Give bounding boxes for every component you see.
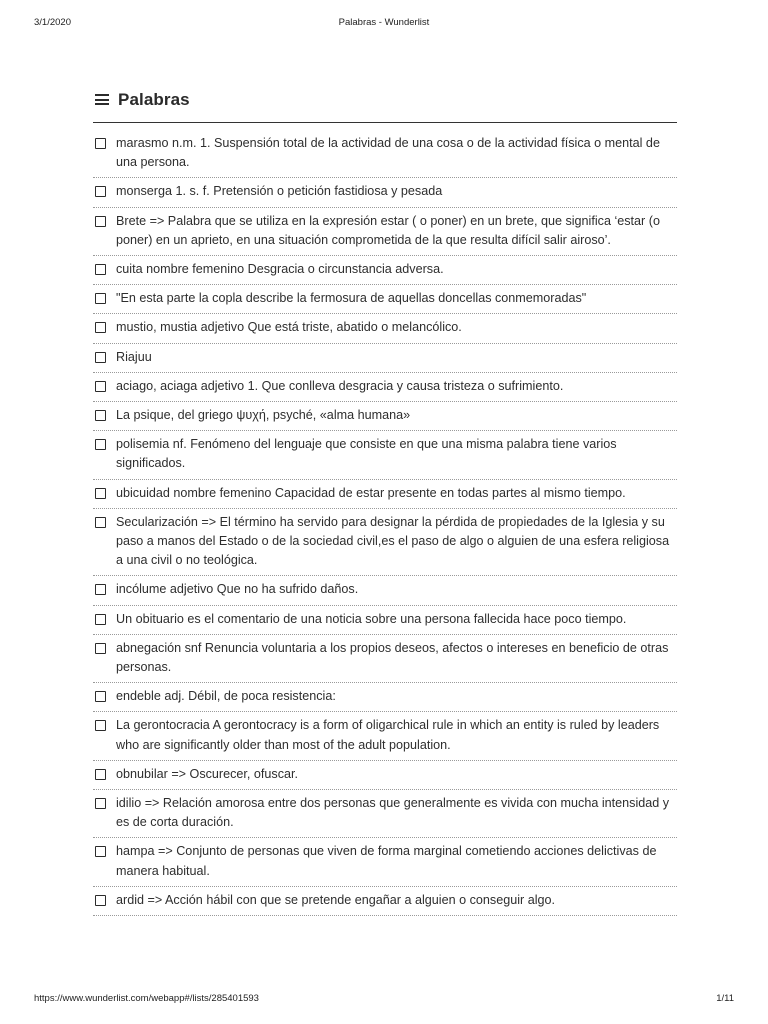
task-item[interactable] — [93, 635, 677, 683]
task-item[interactable] — [93, 576, 677, 605]
task-text: La psique, del griego ψυχή, psyché, «alma humana» — [116, 408, 411, 423]
task-text: La gerontocracia A gerontocracy is a form of oligarchical rule in which an entity is ruled by leaders who are significantly older than most of the adult population. — [116, 718, 660, 752]
print-header — [34, 17, 734, 31]
print-footer — [34, 993, 734, 1007]
task-item[interactable] — [93, 431, 677, 479]
task-text: mustio, mustia adjetivo Que está triste, abatido o melancólico. — [116, 320, 462, 335]
print-url: https://www.wunderlist.com/webapp#/lists/285401593 — [34, 993, 259, 1004]
task-list — [93, 130, 677, 916]
task-text: marasmo n.m. 1. Suspensión total de la actividad de una cosa o de la actividad física o mental de una persona. — [116, 136, 660, 170]
task-text: aciago, aciaga adjetivo 1. Que conlleva desgracia y causa tristeza o sufrimiento. — [116, 378, 564, 393]
task-text: abnegación snf Renuncia voluntaria a los propios deseos, afectos o intereses en beneficio de otras personas. — [116, 640, 669, 675]
checkbox-icon[interactable] — [95, 895, 106, 906]
checkbox-icon[interactable] — [95, 769, 106, 780]
task-text: cuita nombre femenino Desgracia o circunstancia adversa. — [116, 262, 444, 277]
task-text: idilio => Relación amorosa entre dos personas que generalmente es vivida con mucha intensidad y es de corta duración. — [116, 796, 670, 830]
checkbox-icon[interactable] — [95, 322, 106, 333]
task-item[interactable] — [93, 712, 677, 760]
list-header — [93, 88, 677, 123]
checkbox-icon[interactable] — [95, 216, 106, 227]
task-text: hampa => Conjunto de personas que viven de forma marginal cometiendo acciones delictivas de manera habitual. — [116, 844, 657, 878]
list-title: Palabras — [118, 90, 190, 109]
checkbox-icon[interactable] — [95, 584, 106, 595]
print-page-number: 1/11 — [716, 993, 734, 1004]
checkbox-icon[interactable] — [95, 614, 106, 625]
task-item[interactable] — [93, 285, 677, 314]
task-item[interactable] — [93, 208, 677, 256]
task-item[interactable] — [93, 838, 677, 886]
task-item[interactable] — [93, 130, 677, 178]
checkbox-icon[interactable] — [95, 720, 106, 731]
checkbox-icon[interactable] — [95, 138, 106, 149]
task-text: Brete => Palabra que se utiliza en la expresión estar ( o poner) en un brete, que significa ‘estar (o poner) en un aprieto, en una situación comprometida de la que resulta difícil salir airoso’. — [116, 213, 660, 247]
checkbox-icon[interactable] — [95, 381, 106, 392]
task-item[interactable] — [93, 402, 677, 431]
checkbox-icon[interactable] — [95, 410, 106, 421]
print-date: 3/1/2020 — [34, 17, 71, 28]
checkbox-icon[interactable] — [95, 488, 106, 499]
checkbox-icon[interactable] — [95, 517, 106, 528]
task-text: polisemia nf. Fenómeno del lenguaje que consiste en que una misma palabra tiene varios significados. — [116, 437, 617, 471]
task-text: monserga 1. s. f. Pretensión o petición fastidiosa y pesada — [116, 184, 443, 199]
print-page-title: Palabras - Wunderlist — [338, 17, 430, 28]
task-item[interactable] — [93, 887, 677, 916]
task-item[interactable] — [93, 683, 677, 712]
checkbox-icon[interactable] — [95, 293, 106, 304]
checkbox-icon[interactable] — [95, 186, 106, 197]
task-item[interactable] — [93, 178, 677, 207]
task-text: ubicuidad nombre femenino Capacidad de estar presente en todas partes al mismo tiempo. — [116, 485, 626, 500]
checkbox-icon[interactable] — [95, 691, 106, 702]
checkbox-icon[interactable] — [95, 846, 106, 857]
task-text: "En esta parte la copla describe la fermosura de aquellas doncellas conmemoradas" — [116, 291, 587, 306]
task-text: ardid => Acción hábil con que se pretende engañar a alguien o conseguir algo. — [116, 892, 556, 907]
checkbox-icon[interactable] — [95, 798, 106, 809]
task-text: Un obituario es el comentario de una noticia sobre una persona fallecida hace poco tiempo. — [116, 611, 627, 626]
task-text: incólume adjetivo Que no ha sufrido daños. — [116, 582, 359, 597]
checkbox-icon[interactable] — [95, 643, 106, 654]
task-text: endeble adj. Débil, de poca resistencia: — [116, 689, 336, 704]
task-item[interactable] — [93, 761, 677, 790]
hamburger-menu-icon[interactable] — [95, 94, 109, 105]
checkbox-icon[interactable] — [95, 352, 106, 363]
task-item[interactable] — [93, 373, 677, 402]
task-text: obnubilar => Oscurecer, ofuscar. — [116, 766, 299, 781]
task-item[interactable] — [93, 314, 677, 343]
checkbox-icon[interactable] — [95, 439, 106, 450]
task-text: Secularización => El término ha servido para designar la pérdida de propiedades de la Iglesia y su paso a manos del Estado o de la sociedad civil,es el paso de algo o alguien de una esfera religiosa a una civil o no teológica. — [116, 514, 670, 568]
task-item[interactable] — [93, 480, 677, 509]
task-text: Riajuu — [116, 349, 152, 364]
task-item[interactable] — [93, 344, 677, 373]
task-item[interactable] — [93, 790, 677, 838]
task-item[interactable] — [93, 256, 677, 285]
task-item[interactable] — [93, 509, 677, 577]
task-item[interactable] — [93, 606, 677, 635]
checkbox-icon[interactable] — [95, 264, 106, 275]
